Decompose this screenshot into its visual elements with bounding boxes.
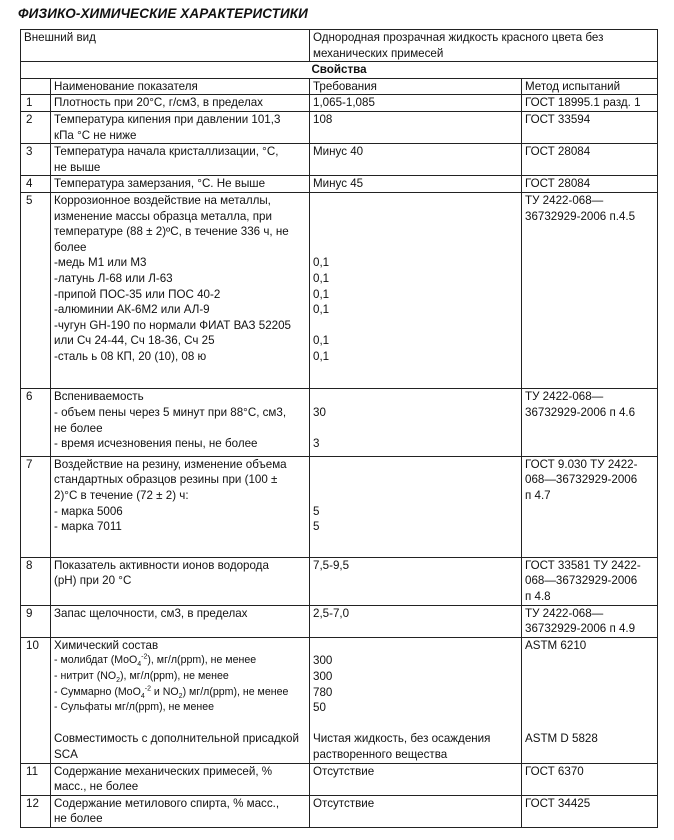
row-number: 1 <box>21 95 51 112</box>
row-method <box>522 637 658 763</box>
row-name-line: - марка 5006 <box>54 504 123 518</box>
row-method <box>522 144 658 176</box>
row-name-line: Содержание механических примесей, % <box>54 764 273 778</box>
row-requirement <box>310 389 522 456</box>
row-requirement <box>310 795 522 827</box>
row-requirement-line: 108 <box>313 112 333 126</box>
row-requirement-line: 300 <box>313 654 333 668</box>
row-requirement-line: Отсутствие <box>313 764 375 778</box>
row-method-line <box>525 716 654 732</box>
row-method-line: ГОСТ 9.030 ТУ 2422- <box>525 457 638 471</box>
row-requirement-line <box>313 389 518 405</box>
row-requirement-line: 50 <box>313 701 326 715</box>
row-method <box>522 192 658 389</box>
row-method <box>522 605 658 637</box>
section-row <box>21 62 658 79</box>
table-row <box>21 456 658 557</box>
row-name-line: более <box>54 240 87 254</box>
row-requirement <box>310 144 522 176</box>
row-name-line: не более <box>54 812 103 826</box>
row-name-line: - Сульфаты мг/л(ppm), не менее <box>54 701 214 714</box>
row-number: 8 <box>21 557 51 605</box>
table-row <box>21 389 658 456</box>
row-method-line: 36732929-2006 п 4.9 <box>525 622 636 636</box>
row-number: 4 <box>21 176 51 193</box>
row-name-line: - молибдат (MoO$_4^{-2}$), мг/л(ppm), не менее <box>54 653 257 669</box>
row-name <box>51 557 310 605</box>
table-row <box>21 557 658 605</box>
row-requirement <box>310 176 522 193</box>
row-name-line: не выше <box>54 160 101 174</box>
row-method <box>522 389 658 456</box>
row-name-line: - Суммарно (MoO$_4^{-2}$ и $NO_2$) мг/л(ppm), не менее <box>54 685 289 700</box>
row-name-line: - объем пены через 5 минут при 88°С, см3, <box>54 406 287 420</box>
table-row <box>21 144 658 176</box>
row-method-line <box>525 700 654 716</box>
row-method-line: п 4.8 <box>525 590 551 603</box>
row-name-line: - нитрит $(NO_2)$, мг/л(ppm), не менее <box>54 669 229 685</box>
header-requirement: Требования <box>310 78 522 95</box>
row-requirement <box>310 605 522 637</box>
row-method-line <box>525 669 654 685</box>
row-requirement-line <box>313 193 518 209</box>
row-method-line: ТУ 2422-068— <box>525 193 604 207</box>
row-requirement-line <box>313 716 518 732</box>
row-requirement-line: растворенного вещества <box>313 747 448 761</box>
table-row <box>21 111 658 143</box>
table-row <box>21 637 658 763</box>
row-name-line: SCA <box>54 747 78 761</box>
table-row <box>21 795 658 827</box>
row-number: 2 <box>21 111 51 143</box>
row-requirement-line: 0,1 <box>313 256 330 270</box>
row-requirement-line <box>313 457 518 473</box>
row-method-line: ГОСТ 6370 <box>525 764 584 778</box>
row-requirement <box>310 192 522 389</box>
row-name-line: Содержание метилового спирта, % масс., <box>54 796 280 810</box>
table-row <box>21 176 658 193</box>
row-method-line <box>525 685 654 701</box>
row-number: 7 <box>21 456 51 557</box>
row-requirement <box>310 763 522 795</box>
row-method-line: ГОСТ 28084 <box>525 145 591 159</box>
row-method <box>522 557 658 605</box>
section-title: Свойства <box>21 62 658 79</box>
row-method <box>522 795 658 827</box>
row-name-line: Температура кипения при давлении 101,3 <box>54 112 281 126</box>
row-requirement-line: 300 <box>313 669 333 683</box>
row-requirement-line: 5 <box>313 520 320 534</box>
row-name-line: Плотность при 20°С, г/см3, в пределах <box>54 96 263 110</box>
row-method-line: ГОСТ 33581 ТУ 2422- <box>525 558 641 572</box>
row-requirement-line: 0,1 <box>313 287 330 301</box>
row-method-line <box>525 653 654 669</box>
row-method-line: 068—36732929-2006 <box>525 473 638 487</box>
row-requirement-line <box>313 421 518 437</box>
row-method-line: ТУ 2422-068— <box>525 390 604 404</box>
row-name <box>51 144 310 176</box>
appearance-label: Внешний вид <box>21 30 310 62</box>
row-number: 11 <box>21 763 51 795</box>
row-number: 10 <box>21 637 51 763</box>
row-requirement <box>310 456 522 557</box>
row-name-line: -чугун GH-190 по нормали ФИАТ ВАЗ 52205 <box>54 318 291 332</box>
row-requirement-line: Минус 45 <box>313 177 364 191</box>
row-name-line: Температура замерзания, °С. Не выше <box>54 177 266 191</box>
row-requirement-line: 7,5-9,5 <box>313 558 350 572</box>
row-method <box>522 456 658 557</box>
header-name: Наименование показателя <box>51 78 310 95</box>
row-name-line: Запас щелочности, см3, в пределах <box>54 606 248 620</box>
row-method <box>522 176 658 193</box>
row-requirement-line: Отсутствие <box>313 796 375 810</box>
row-method-line: ASTM D 5828 <box>525 732 598 746</box>
row-method-line: ГОСТ 33594 <box>525 112 591 126</box>
row-method-line: ASTM 6210 <box>525 638 587 652</box>
row-requirement-line: 3 <box>313 437 320 451</box>
row-requirement-line: 780 <box>313 685 333 699</box>
row-name-line: Совместимость с дополнительной присадкой <box>54 732 299 746</box>
table-row <box>21 605 658 637</box>
row-requirement-line: 2,5-7,0 <box>313 606 350 620</box>
row-requirement-line: 0,1 <box>313 334 330 348</box>
row-name-line: стандартных образцов резины при (100 ± <box>54 473 278 487</box>
row-name-line: -латунь Л-68 или Л-63 <box>54 271 173 285</box>
properties-table <box>20 29 658 828</box>
row-name-line: не более <box>54 421 103 435</box>
row-requirement <box>310 557 522 605</box>
row-name <box>51 389 310 456</box>
row-name-line: - марка 7011 <box>54 520 122 534</box>
row-method-line: ГОСТ 34425 <box>525 796 591 810</box>
row-name-line: Температура начала кристаллизации, °С, <box>54 145 279 159</box>
row-number: 5 <box>21 192 51 389</box>
row-name-line: Воздействие на резину, изменение объема <box>54 457 287 471</box>
row-name-line: -припой ПОС-35 или ПОС 40-2 <box>54 287 221 301</box>
row-method-line: ГОСТ 18995.1 разд. 1 <box>525 96 641 110</box>
appearance-row <box>21 30 658 62</box>
row-number: 12 <box>21 795 51 827</box>
row-name <box>51 95 310 112</box>
table-row <box>21 763 658 795</box>
row-requirement-line: Минус 40 <box>313 145 364 159</box>
page-title: ФИЗИКО-ХИМИЧЕСКИЕ ХАРАКТЕРИСТИКИ <box>18 6 308 21</box>
row-requirement-line <box>313 224 518 240</box>
header-row <box>21 78 658 95</box>
row-requirement <box>310 95 522 112</box>
row-requirement-line: 0,1 <box>313 271 330 285</box>
row-name <box>51 763 310 795</box>
row-requirement-line <box>313 638 518 654</box>
appearance-value: Однородная прозрачная жидкость красного цвета без механических примесей <box>310 30 658 62</box>
row-requirement-line: 0,1 <box>313 303 330 317</box>
row-name-line: -алюминии АК-6М2 или АЛ-9 <box>54 303 210 317</box>
row-method-line: п 4.7 <box>525 489 551 503</box>
row-requirement-line <box>313 488 518 504</box>
row-method <box>522 111 658 143</box>
row-requirement <box>310 111 522 143</box>
row-requirement-line <box>313 240 518 256</box>
row-name-line: Коррозионное воздействие на металлы, <box>54 193 271 207</box>
row-requirement <box>310 637 522 763</box>
row-requirement-line: Чистая жидкость, без осаждения <box>313 732 491 746</box>
row-name-line: (pH) при 20 °С <box>54 574 132 588</box>
row-name-line: - время исчезновения пены, не более <box>54 437 258 451</box>
row-name <box>51 111 310 143</box>
row-method-line: 36732929-2006 п.4.5 <box>525 209 636 223</box>
row-method-line: ГОСТ 28084 <box>525 177 591 191</box>
row-name <box>51 456 310 557</box>
row-method-line: 068—36732929-2006 <box>525 574 638 588</box>
header-method: Метод испытаний <box>522 78 658 95</box>
row-requirement-line: 1,065-1,085 <box>313 96 375 110</box>
row-name-line: Вспениваемость <box>54 390 144 404</box>
row-name-line: или Сч 24-44, Сч 18-36, Сч 25 <box>54 334 215 348</box>
row-requirement-line <box>313 209 518 225</box>
row-requirement-line: 30 <box>313 406 326 420</box>
row-name-line: -медь М1 или М3 <box>54 256 147 270</box>
row-name <box>51 192 310 389</box>
row-requirement-line <box>313 472 518 488</box>
row-name <box>51 605 310 637</box>
row-name-line: -сталь ь 08 КП, 20 (10), 08 ю <box>54 349 207 363</box>
row-number: 9 <box>21 605 51 637</box>
row-method-line: 36732929-2006 п 4.6 <box>525 406 636 420</box>
table-row <box>21 95 658 112</box>
row-name <box>51 637 310 763</box>
row-name-line: Показатель активности ионов водорода <box>54 558 269 572</box>
row-requirement-line: 0,1 <box>313 349 330 363</box>
row-name-line <box>54 716 306 732</box>
header-num <box>21 78 51 95</box>
row-method <box>522 95 658 112</box>
row-name-line: Химический состав <box>54 638 159 652</box>
row-name-line: кПа °С не ниже <box>54 128 137 142</box>
row-method <box>522 763 658 795</box>
table-row <box>21 192 658 389</box>
row-name <box>51 795 310 827</box>
row-name-line: изменение массы образца металла, при <box>54 209 272 223</box>
row-number: 6 <box>21 389 51 456</box>
row-name-line: температуре (88 ± 2)ºС, в течение 336 ч, не <box>54 225 289 239</box>
row-requirement-line: 5 <box>313 504 320 518</box>
row-name <box>51 176 310 193</box>
row-name-line: масс., не более <box>54 780 139 794</box>
row-name-line: 2)°С в течение (72 ± 2) ч: <box>54 489 189 503</box>
row-requirement-line <box>313 318 518 334</box>
row-method-line: ТУ 2422-068— <box>525 606 604 620</box>
row-number: 3 <box>21 144 51 176</box>
